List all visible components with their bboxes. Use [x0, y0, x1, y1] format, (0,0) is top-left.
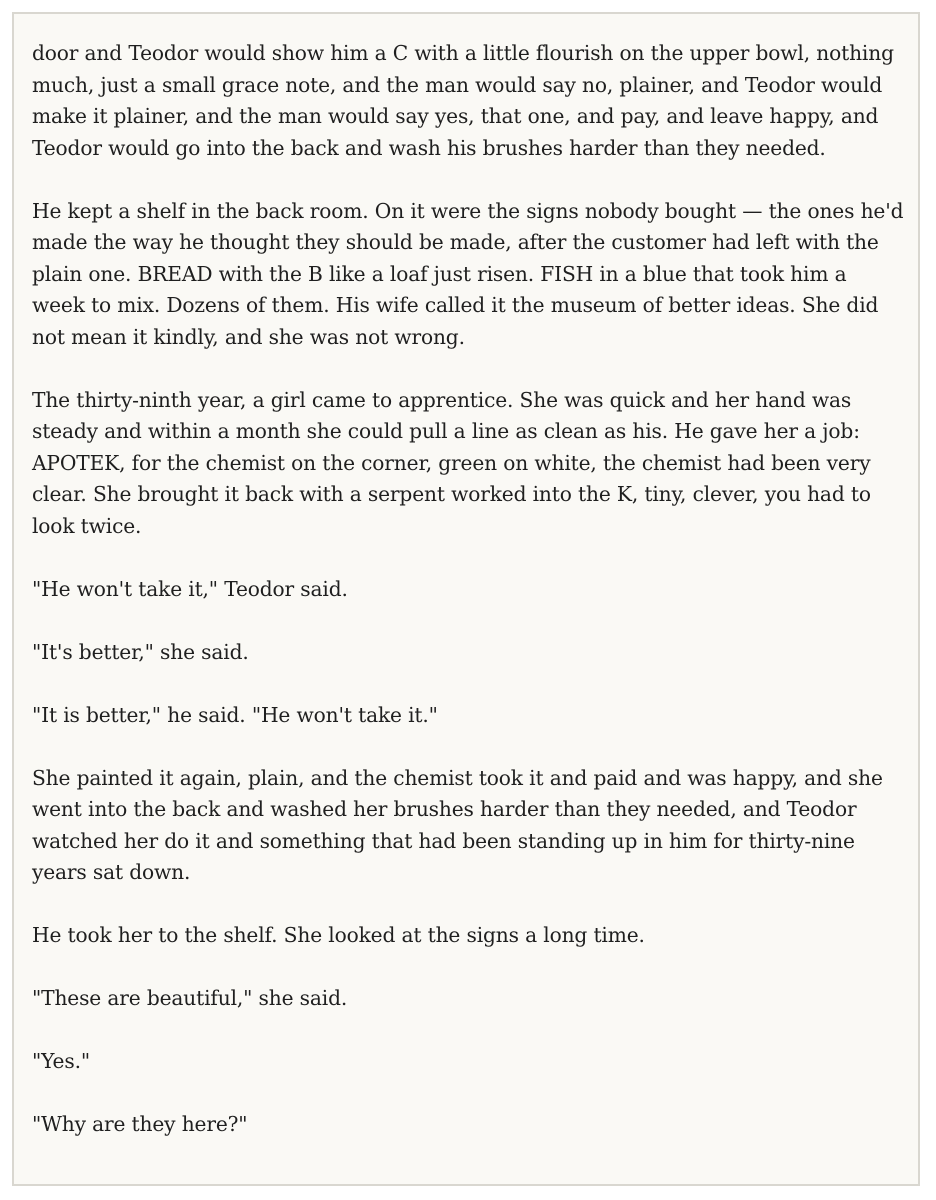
- paragraph: "It is better," he said. "He won't take it.": [32, 702, 438, 727]
- document-page: [12, 12, 920, 1186]
- paragraph: "These are beautiful," she said.: [32, 986, 348, 1010]
- paragraph: "It's better," she said.: [32, 639, 249, 664]
- paragraph: She painted it again, plain, and the chemist took it and paid and was happy, and she went into the back and washed her brushes harder than they needed, and Teodor watched her do it and something that had been standing up in him for thirty-nine years sat down.: [32, 765, 883, 884]
- story-text: [32, 38, 904, 1172]
- paragraph: The thirty-ninth year, a girl came to apprentice. She was quick and her hand was steady and within a month she could pull a line as clean as his. He gave her a job: APOTEK, for the chemist on the corner, green on white, the chemist had been very clear. She brought it back with a serpent worked into the K, tiny, clever, you had to look twice.: [32, 387, 871, 538]
- paragraph: He kept a shelf in the back room. On it were the signs nobody bought — the ones he'd made the way he thought they should be made, after the customer had left with the plain one. BREAD with the B like a loaf just risen. FISH in a blue that took him a week to mix. Dozens of them. His wife called it the museum of better ideas. She did not mean it kindly, and she was not wrong.: [32, 198, 904, 349]
- paragraph: "He won't take it," Teodor said.: [32, 576, 348, 601]
- paragraph: "Yes.": [32, 1049, 90, 1073]
- paragraph: He took her to the shelf. She looked at the signs a long time.: [32, 923, 645, 947]
- paragraph: "Why are they here?": [32, 1112, 248, 1136]
- paragraph: door and Teodor would show him a C with a little flourish on the upper bowl, nothing much, just a small grace note, and the man would say no, plainer, and Teodor would make it plainer, and the man would say yes, that one, and pay, and leave happy, and Teodor would go into the back and wash his brushes harder than they needed.: [32, 41, 894, 160]
